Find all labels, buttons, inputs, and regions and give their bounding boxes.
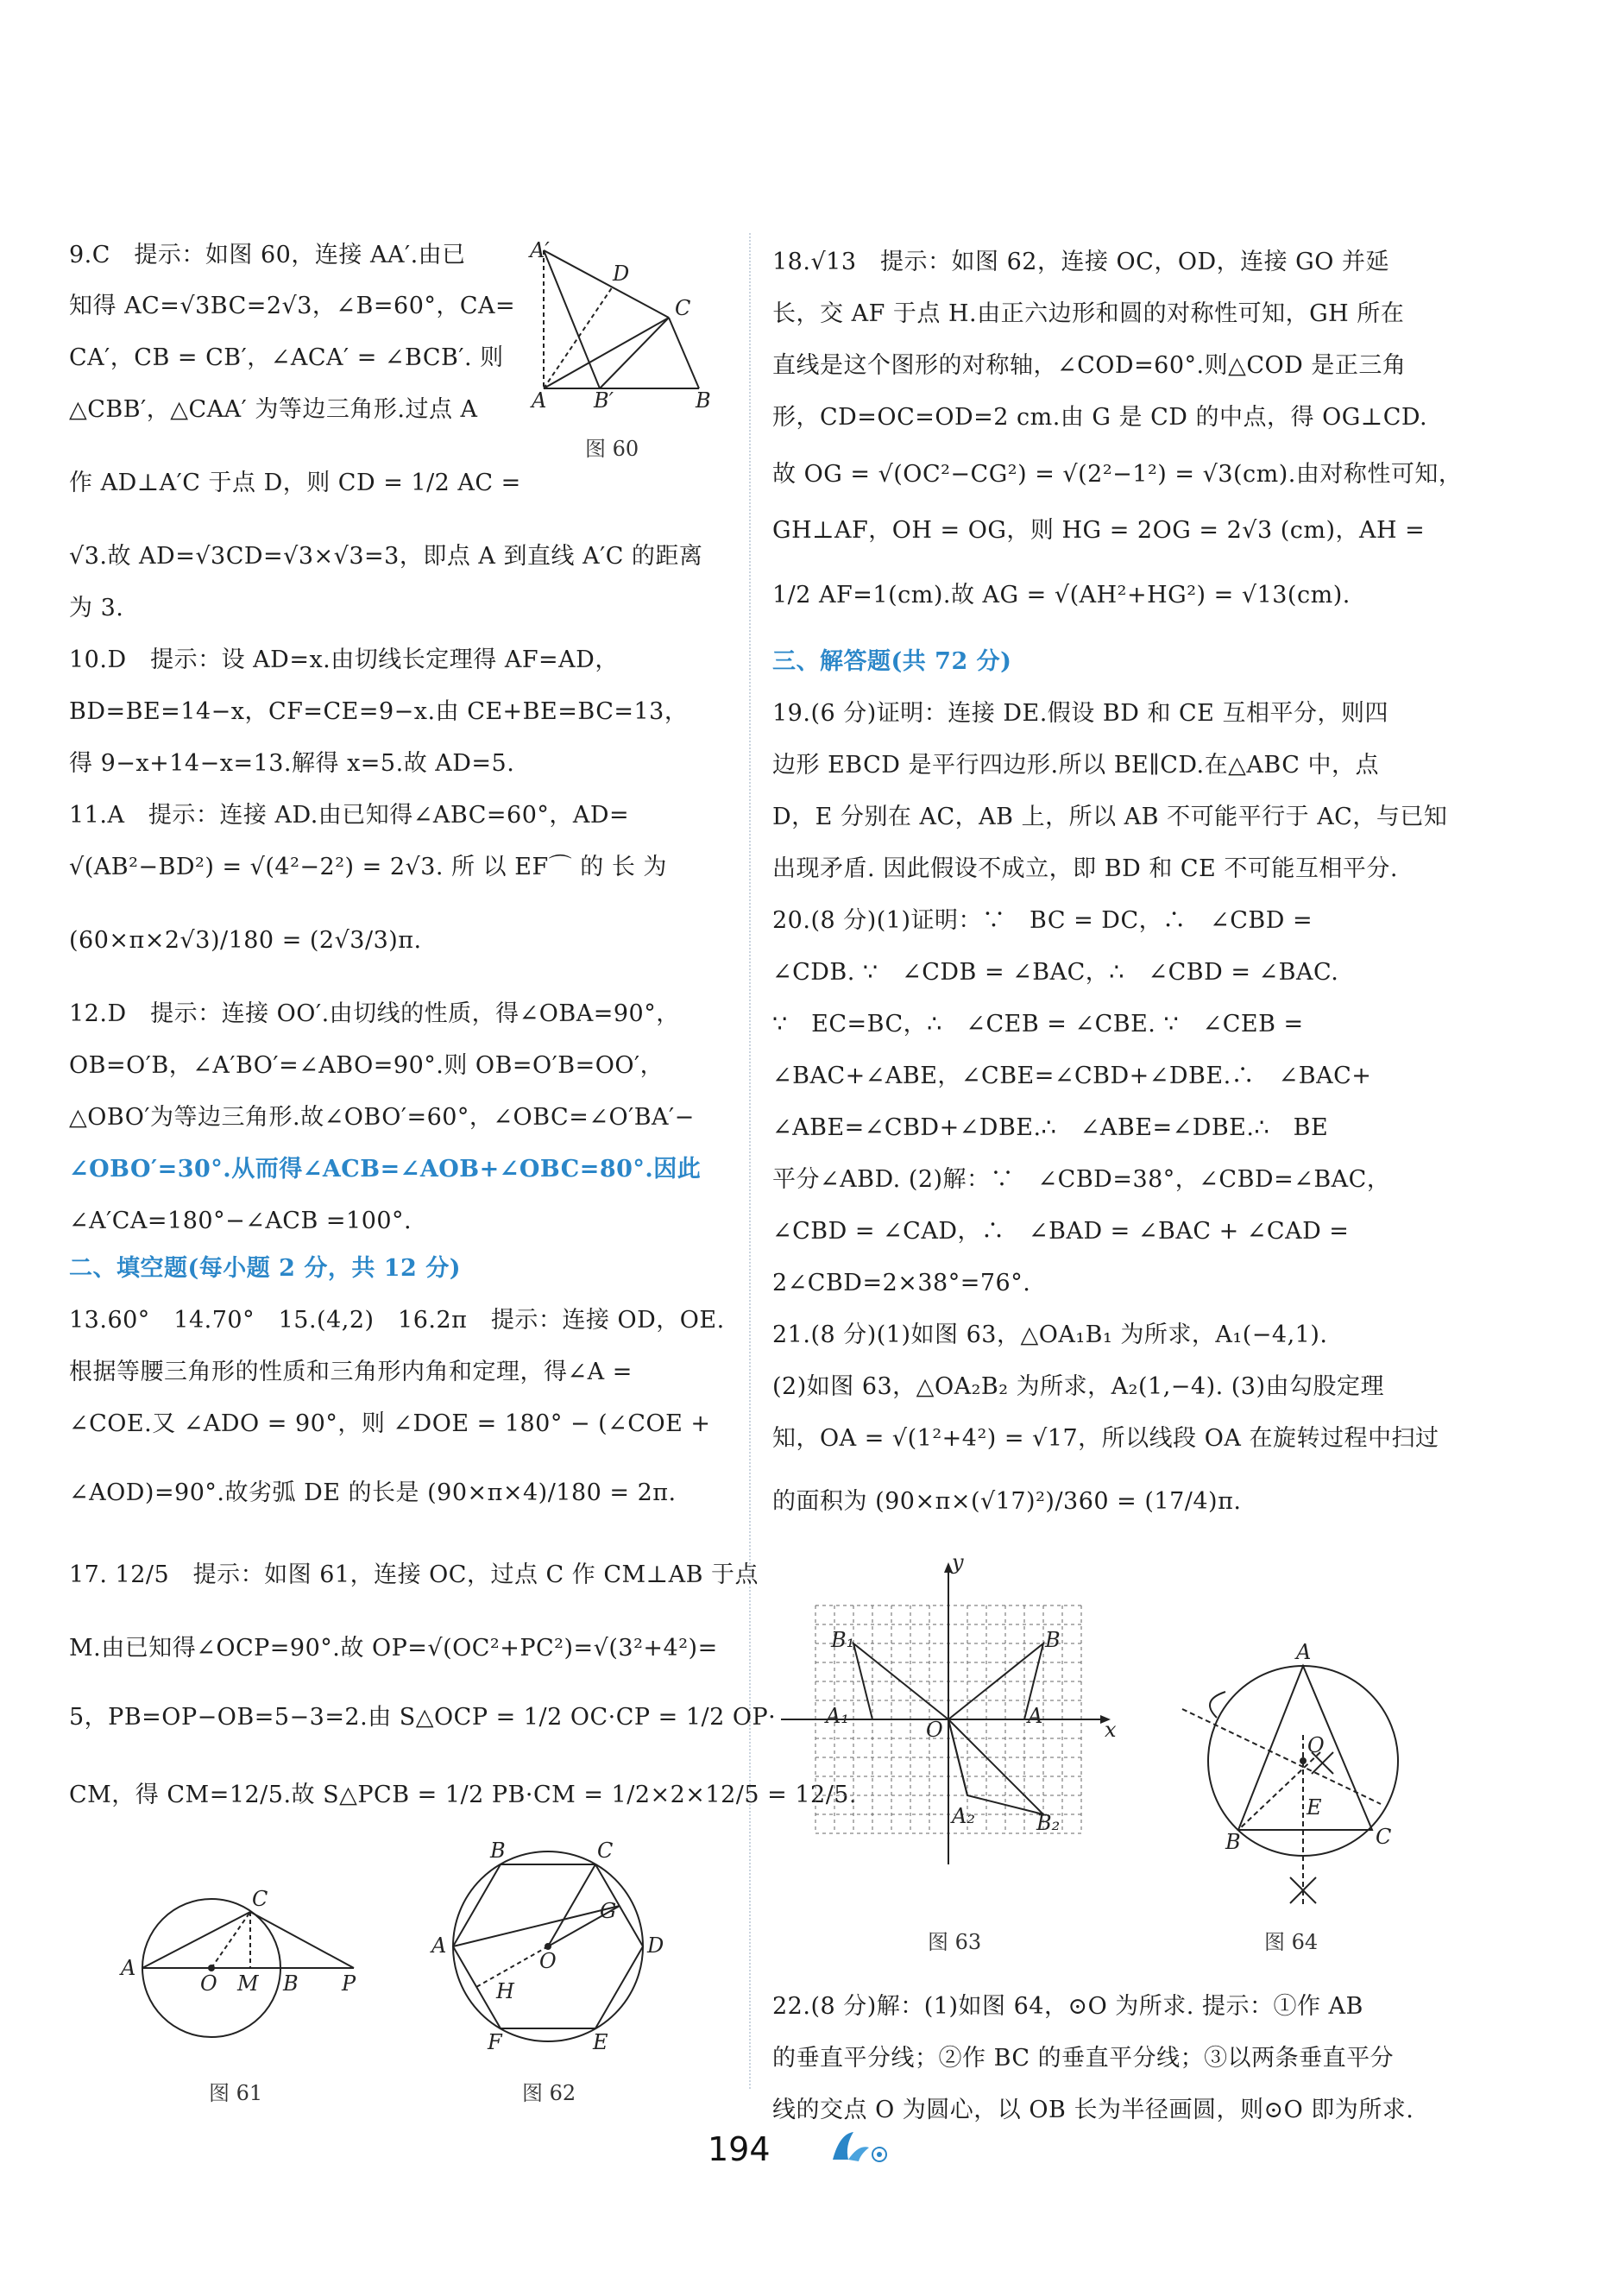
figure-60-label: 图 60: [585, 437, 639, 461]
svg-text:B: B: [490, 1839, 506, 1863]
text-line: △CBB′，△CAA′ 为等边三角形.过点 A: [69, 396, 478, 423]
figure-62: [423, 1839, 682, 2063]
svg-text:B: B: [1225, 1830, 1241, 1854]
svg-text:B′: B′: [594, 388, 614, 413]
text-line: 9.C 提示：如图 60，连接 AA′.由已: [69, 242, 466, 268]
figure-62-label: 图 62: [522, 2081, 576, 2105]
section-heading: 二、填空题(每小题 2 分，共 12 分): [69, 1255, 462, 1282]
svg-text:D: D: [647, 1933, 664, 1958]
text-line: 的面积为 (90×π×(√17)²)/360 = (17/4)π.: [772, 1488, 1242, 1515]
svg-text:G: G: [600, 1899, 617, 1923]
text-line: D，E 分别在 AC，AB 上，所以 AB 不可能平行于 AC，与已知: [772, 804, 1448, 830]
text-line: ∠COE.又 ∠ADO = 90°，则 ∠DOE = 180° − (∠COE +: [69, 1410, 711, 1437]
text-line: ∠CDB. ∵ ∠CDB = ∠BAC，∴ ∠CBD = ∠BAC.: [772, 959, 1339, 986]
text-line: 的垂直平分线；②作 BC 的垂直平分线；③以两条垂直平分: [772, 2045, 1395, 2072]
svg-text:O: O: [200, 1971, 217, 1996]
svg-text:C: C: [675, 296, 691, 320]
leaf-logo-icon: [824, 2125, 893, 2168]
svg-text:D: D: [613, 262, 630, 286]
svg-text:A: A: [121, 1956, 136, 1980]
text-line: ∠OBO′=30°.从而得∠ACB=∠AOB+∠OBC=80°.因此: [69, 1156, 702, 1183]
svg-text:A: A: [1296, 1640, 1312, 1664]
svg-text:A: A: [1028, 1704, 1043, 1728]
text-line: √(AB²−BD²) = √(4²−2²) = 2√3. 所 以 EF⌒ 的 长 为: [69, 854, 667, 880]
text-line: ∠A′CA=180°−∠ACB =100°.: [69, 1208, 412, 1234]
svg-text:C: C: [252, 1887, 268, 1911]
text-line: 形，CD=OC=OD=2 cm.由 G 是 CD 的中点，得 OG⊥CD.: [772, 404, 1428, 431]
text-line: 线的交点 O 为圆心，以 OB 长为半径画圆，则⊙O 即为所求.: [772, 2097, 1414, 2123]
text-line: 直线是这个图形的对称轴，∠COD=60°.则△COD 是正三角: [772, 352, 1407, 379]
page-number: 194: [708, 2130, 771, 2168]
text-line: (2)如图 63，△OA₂B₂ 为所求，A₂(1,−4). (3)由勾股定理: [772, 1373, 1385, 1400]
svg-text:P: P: [342, 1971, 356, 1996]
text-line: 出现矛盾. 因此假设不成立，即 BD 和 CE 不可能互相平分.: [772, 855, 1398, 882]
svg-text:E: E: [1307, 1795, 1322, 1820]
text-line: BD=BE=14−x，CF=CE=9−x.由 CE+BE=BC=13，: [69, 698, 689, 725]
text-line: ∠ABE=∠CBD+∠DBE.∴ ∠ABE=∠DBE.∴ BE: [772, 1114, 1329, 1141]
text-line: GH⊥AF，OH = OG，则 HG = 2OG = 2√3 (cm)，AH =: [772, 517, 1426, 544]
svg-text:B₁: B₁: [831, 1628, 855, 1652]
text-line: ∠BAC+∠ABE，∠CBE=∠CBD+∠DBE.∴ ∠BAC+: [772, 1063, 1372, 1089]
text-line: 根据等腰三角形的性质和三角形内角和定理，得∠A =: [69, 1359, 633, 1385]
text-line: 长，交 AF 于点 H.由正六边形和圆的对称性可知，GH 所在: [772, 300, 1405, 327]
svg-text:A: A: [431, 1933, 447, 1958]
svg-text:E: E: [593, 2030, 608, 2054]
text-line: ∠CBD = ∠CAD，∴ ∠BAD = ∠BAC + ∠CAD =: [772, 1218, 1350, 1245]
figure-61: [104, 1882, 380, 2054]
svg-text:O: O: [926, 1718, 943, 1742]
text-line: △OBO′为等边三角形.故∠OBO′=60°，∠OBC=∠O′BA′−: [69, 1104, 695, 1131]
text-line: 19.(6 分)证明：连接 DE.假设 BD 和 CE 互相平分，则四: [772, 700, 1388, 727]
text-line: 知，OA = √(1²+4²) = √17，所以线段 OA 在旋转过程中扫过: [772, 1425, 1439, 1452]
figure-61-label: 图 61: [209, 2081, 263, 2105]
text-line: 平分∠ABD. (2)解：∵ ∠CBD=38°，∠CBD=∠BAC，: [772, 1166, 1391, 1193]
text-line: 13.60° 14.70° 15.(4,2) 16.2π 提示：连接 OD，OE.: [69, 1307, 725, 1334]
svg-text:A: A: [532, 388, 547, 413]
text-line: √3.故 AD=√3CD=√3×√3=3，即点 A 到直线 A′C 的距离: [69, 543, 703, 570]
text-line: CA′，CB = CB′，∠ACA′ = ∠BCB′. 则: [69, 344, 504, 371]
svg-text:A₂: A₂: [952, 1804, 975, 1828]
text-line: 11.A 提示：连接 AD.由已知得∠ABC=60°，AD=: [69, 802, 630, 829]
svg-text:M: M: [237, 1971, 259, 1996]
text-line: 5，PB=OP−OB=5−3=2.由 S△OCP = 1/2 OC·CP = 1/2 OP·: [69, 1704, 777, 1731]
svg-text:C: C: [1376, 1825, 1392, 1849]
text-line: 12.D 提示：连接 OO′.由切线的性质，得∠OBA=90°，: [69, 1000, 680, 1027]
svg-text:A′: A′: [530, 242, 550, 262]
text-line: 得 9−x+14−x=13.解得 x=5.故 AD=5.: [69, 750, 515, 777]
text-line: 18.√13 提示：如图 62，连接 OC，OD，连接 GO 并延: [772, 249, 1389, 275]
svg-text:B: B: [283, 1971, 299, 1996]
svg-text:A₁: A₁: [826, 1704, 849, 1728]
text-line: M.由已知得∠OCP=90°.故 OP=√(OC²+PC²)=√(3²+4²)=: [69, 1635, 718, 1662]
text-line: CM，得 CM=12/5.故 S△PCB = 1/2 PB·CM = 1/2×2×12/5 = 12/5.: [69, 1782, 858, 1808]
figure-63-label: 图 63: [928, 1930, 982, 1954]
text-line: OB=O′B，∠A′BO′=∠ABO=90°.则 OB=O′B=OO′，: [69, 1052, 664, 1079]
svg-text:B: B: [696, 388, 711, 413]
text-line: 22.(8 分)解：(1)如图 64，⊙O 为所求. 提示：①作 AB: [772, 1993, 1363, 2020]
column-divider: [749, 233, 751, 2089]
text-line: 为 3.: [69, 595, 124, 621]
svg-text:x: x: [1105, 1718, 1117, 1742]
text-line: 10.D 提示：设 AD=x.由切线长定理得 AF=AD，: [69, 647, 619, 673]
figure-64-label: 图 64: [1264, 1930, 1319, 1954]
text-line: 1/2 AF=1(cm).故 AG = √(AH²+HG²) = √13(cm).: [772, 582, 1351, 609]
section-heading: 三、解答题(共 72 分): [772, 648, 1012, 675]
text-line: (60×π×2√3)/180 = (2√3/3)π.: [69, 927, 422, 954]
svg-text:B: B: [1045, 1628, 1061, 1652]
svg-text:F: F: [488, 2030, 502, 2054]
text-line: ∠AOD)=90°.故劣弧 DE 的长是 (90×π×4)/180 = 2π.: [69, 1479, 677, 1506]
text-line: 20.(8 分)(1)证明：∵ BC = DC，∴ ∠CBD =: [772, 907, 1313, 934]
text-line: 知得 AC=√3BC=2√3，∠B=60°，CA=: [69, 293, 516, 319]
svg-text:C: C: [597, 1839, 614, 1863]
text-line: 17. 12/5 提示：如图 61，连接 OC，过点 C 作 CM⊥AB 于点: [69, 1561, 759, 1588]
svg-text:H: H: [496, 1979, 514, 2003]
text-line: 作 AD⊥A′C 于点 D，则 CD = 1/2 AC =: [69, 470, 521, 496]
svg-text:O: O: [1307, 1733, 1325, 1757]
figure-60: [526, 242, 716, 414]
text-line: ∵ EC=BC，∴ ∠CEB = ∠CBE. ∵ ∠CEB =: [772, 1011, 1304, 1038]
text-line: 2∠CBD=2×38°=76°.: [772, 1270, 1031, 1296]
text-line: 故 OG = √(OC²−CG²) = √(2²−1²) = √3(cm).由对称性可知，: [772, 461, 1463, 488]
svg-text:O: O: [539, 1949, 557, 1973]
figure-63: [772, 1554, 1143, 1899]
text-line: 21.(8 分)(1)如图 63，△OA₁B₁ 为所求，A₁(−4,1).: [772, 1321, 1328, 1348]
svg-text:B₂: B₂: [1036, 1811, 1061, 1835]
svg-text:y: y: [952, 1554, 964, 1574]
figure-64: [1165, 1631, 1433, 1925]
text-line: 边形 EBCD 是平行四边形.所以 BE∥CD.在△ABC 中，点: [772, 752, 1379, 779]
